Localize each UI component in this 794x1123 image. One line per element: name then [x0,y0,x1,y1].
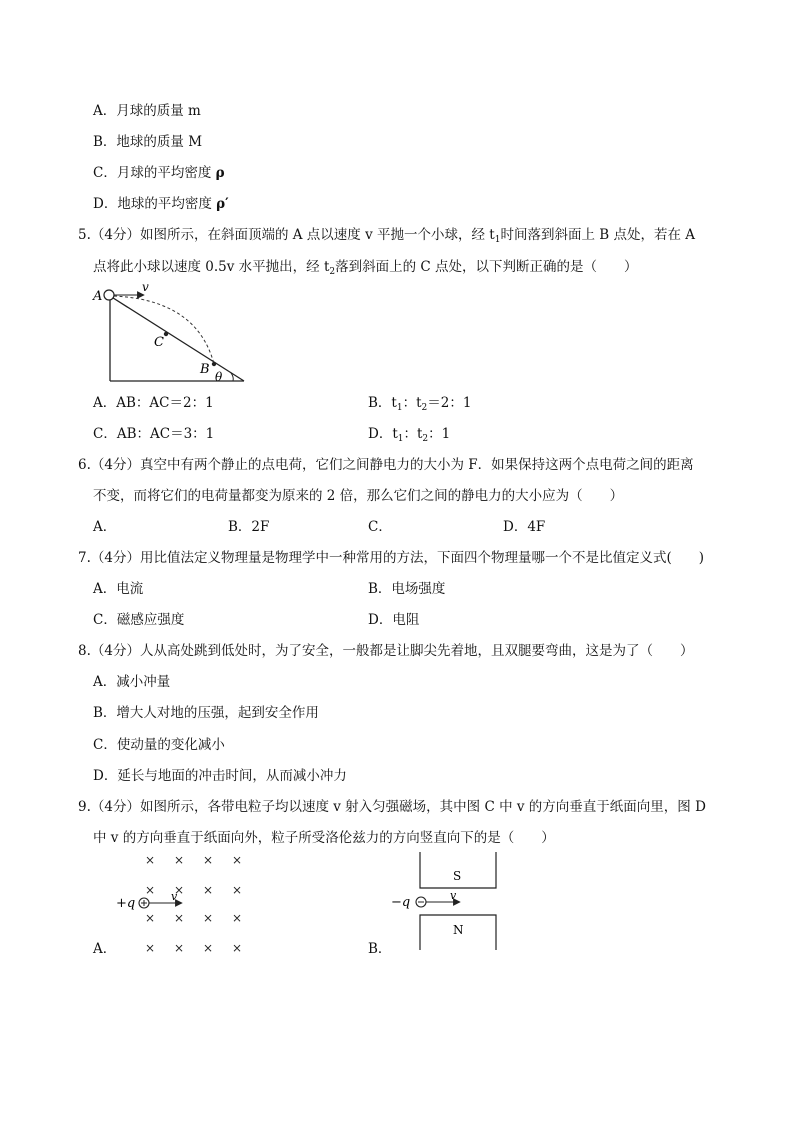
q5-stem-line2: 点将此小球以速度 0.5v 水平抛出，经 $t_2$落到斜面上的 C 点处，以下判断正确的是（ ） [93,259,638,277]
cross: × [174,853,185,867]
q5-option-d: D．$t_1$：$t_2$：1 [368,426,451,444]
cross: × [232,883,243,897]
field-crosses [145,853,242,955]
velocity-label: v [450,889,457,902]
cross: × [203,883,214,897]
q4-option-b: B．地球的质量 M [93,134,203,150]
cross: × [174,911,185,925]
q5-option-b: B．$t_1$：$t_2=2$：1 [368,395,472,413]
label-b: B [200,362,210,377]
q6-stem-line1: 6.（4分）真空中有两个静止的点电荷，它们之间静电力的大小为 F．如果保持这两个点电荷之间的距离 [78,457,694,473]
cross: × [145,853,156,867]
cross: × [174,941,185,955]
cross: × [203,911,214,925]
cross: × [203,941,214,955]
label-a: A [93,289,103,304]
ball [104,290,114,300]
q8-option-c: C．使动量的变化减小 [93,737,225,753]
q4-option-c: C．月球的平均密度 ρ [93,165,225,181]
q8-option-b: B．增大人对地的压强，起到安全作用 [93,705,319,721]
q7-option-d: D．电阻 [368,612,420,628]
cross: × [145,941,156,955]
q9-option-a-label: A． [93,941,117,957]
q6-option-c: C． [368,519,392,535]
q7-option-c: C．磁感应强度 [93,612,185,628]
cross: × [232,941,243,955]
cross: × [174,883,185,897]
cross: × [145,911,156,925]
q5-option-a: A．AB：AC＝2：1 [93,395,214,411]
cross: × [203,853,214,867]
point-c [164,332,168,336]
cross: × [145,883,156,897]
q9-option-b-label: B． [368,941,392,957]
q7-option-a: A．电流 [93,581,144,597]
q5-option-c: C．AB：AC＝3：1 [93,426,215,442]
q5-incline-figure [92,282,252,387]
label-c: C [154,335,164,350]
cross: × [232,853,243,867]
velocity-label: v [171,890,178,903]
q7-option-b: B．电场强度 [368,581,446,597]
q6-option-a: A． [93,519,117,535]
q9-stem-line1: 9.（4分）如图所示，各带电粒子均以速度 v 射入匀强磁场，其中图 C 中 v 的方向垂直于纸面向里，图 D [78,799,706,815]
pole-n-label: N [453,923,464,937]
label-theta: θ [215,370,223,384]
q6-option-d: D．4F [503,519,546,535]
cross: × [232,911,243,925]
q9-stem-line2: 中 v 的方向垂直于纸面向外，粒子所受洛伦兹力的方向竖直向下的是（ ） [93,830,555,846]
label-v: v [142,280,149,294]
q5-stem-line1: 5.（4分）如图所示，在斜面顶端的 A 点以速度 v 平抛一个小球，经 $t_1$时间落到斜面上 B 点处，若在 A [78,227,696,245]
charge-label: +q [116,896,136,911]
pole-s-label: S [453,869,462,883]
q6-option-b: B．2F [228,519,270,535]
q9-figure-b [388,852,508,952]
incline-slope [110,296,244,381]
q8-option-a: A．减小冲量 [93,674,171,690]
q4-option-a: A．月球的质量 m [93,103,201,119]
point-b [212,362,216,366]
q8-stem: 8.（4分）人从高处跳到低处时，为了安全，一般都是让脚尖先着地，且双腿要弯曲，这是为了（ ） [78,643,694,659]
q8-option-d: D．延长与地面的冲击时间，从而减小冲力 [93,768,347,784]
q6-stem-line2: 不变，而将它们的电荷量都变为原来的 2 倍，那么它们之间的静电力的大小应为（ ） [93,488,624,504]
q9-figure-a [114,850,254,955]
charge-label: −q [391,895,411,910]
q4-option-d: D．地球的平均密度 ρ′ [93,196,229,212]
q7-stem: 7.（4分）用比值法定义物理量是物理学中一种常用的方法，下面四个物理量哪一个不是比值定义式( ) [78,550,705,566]
